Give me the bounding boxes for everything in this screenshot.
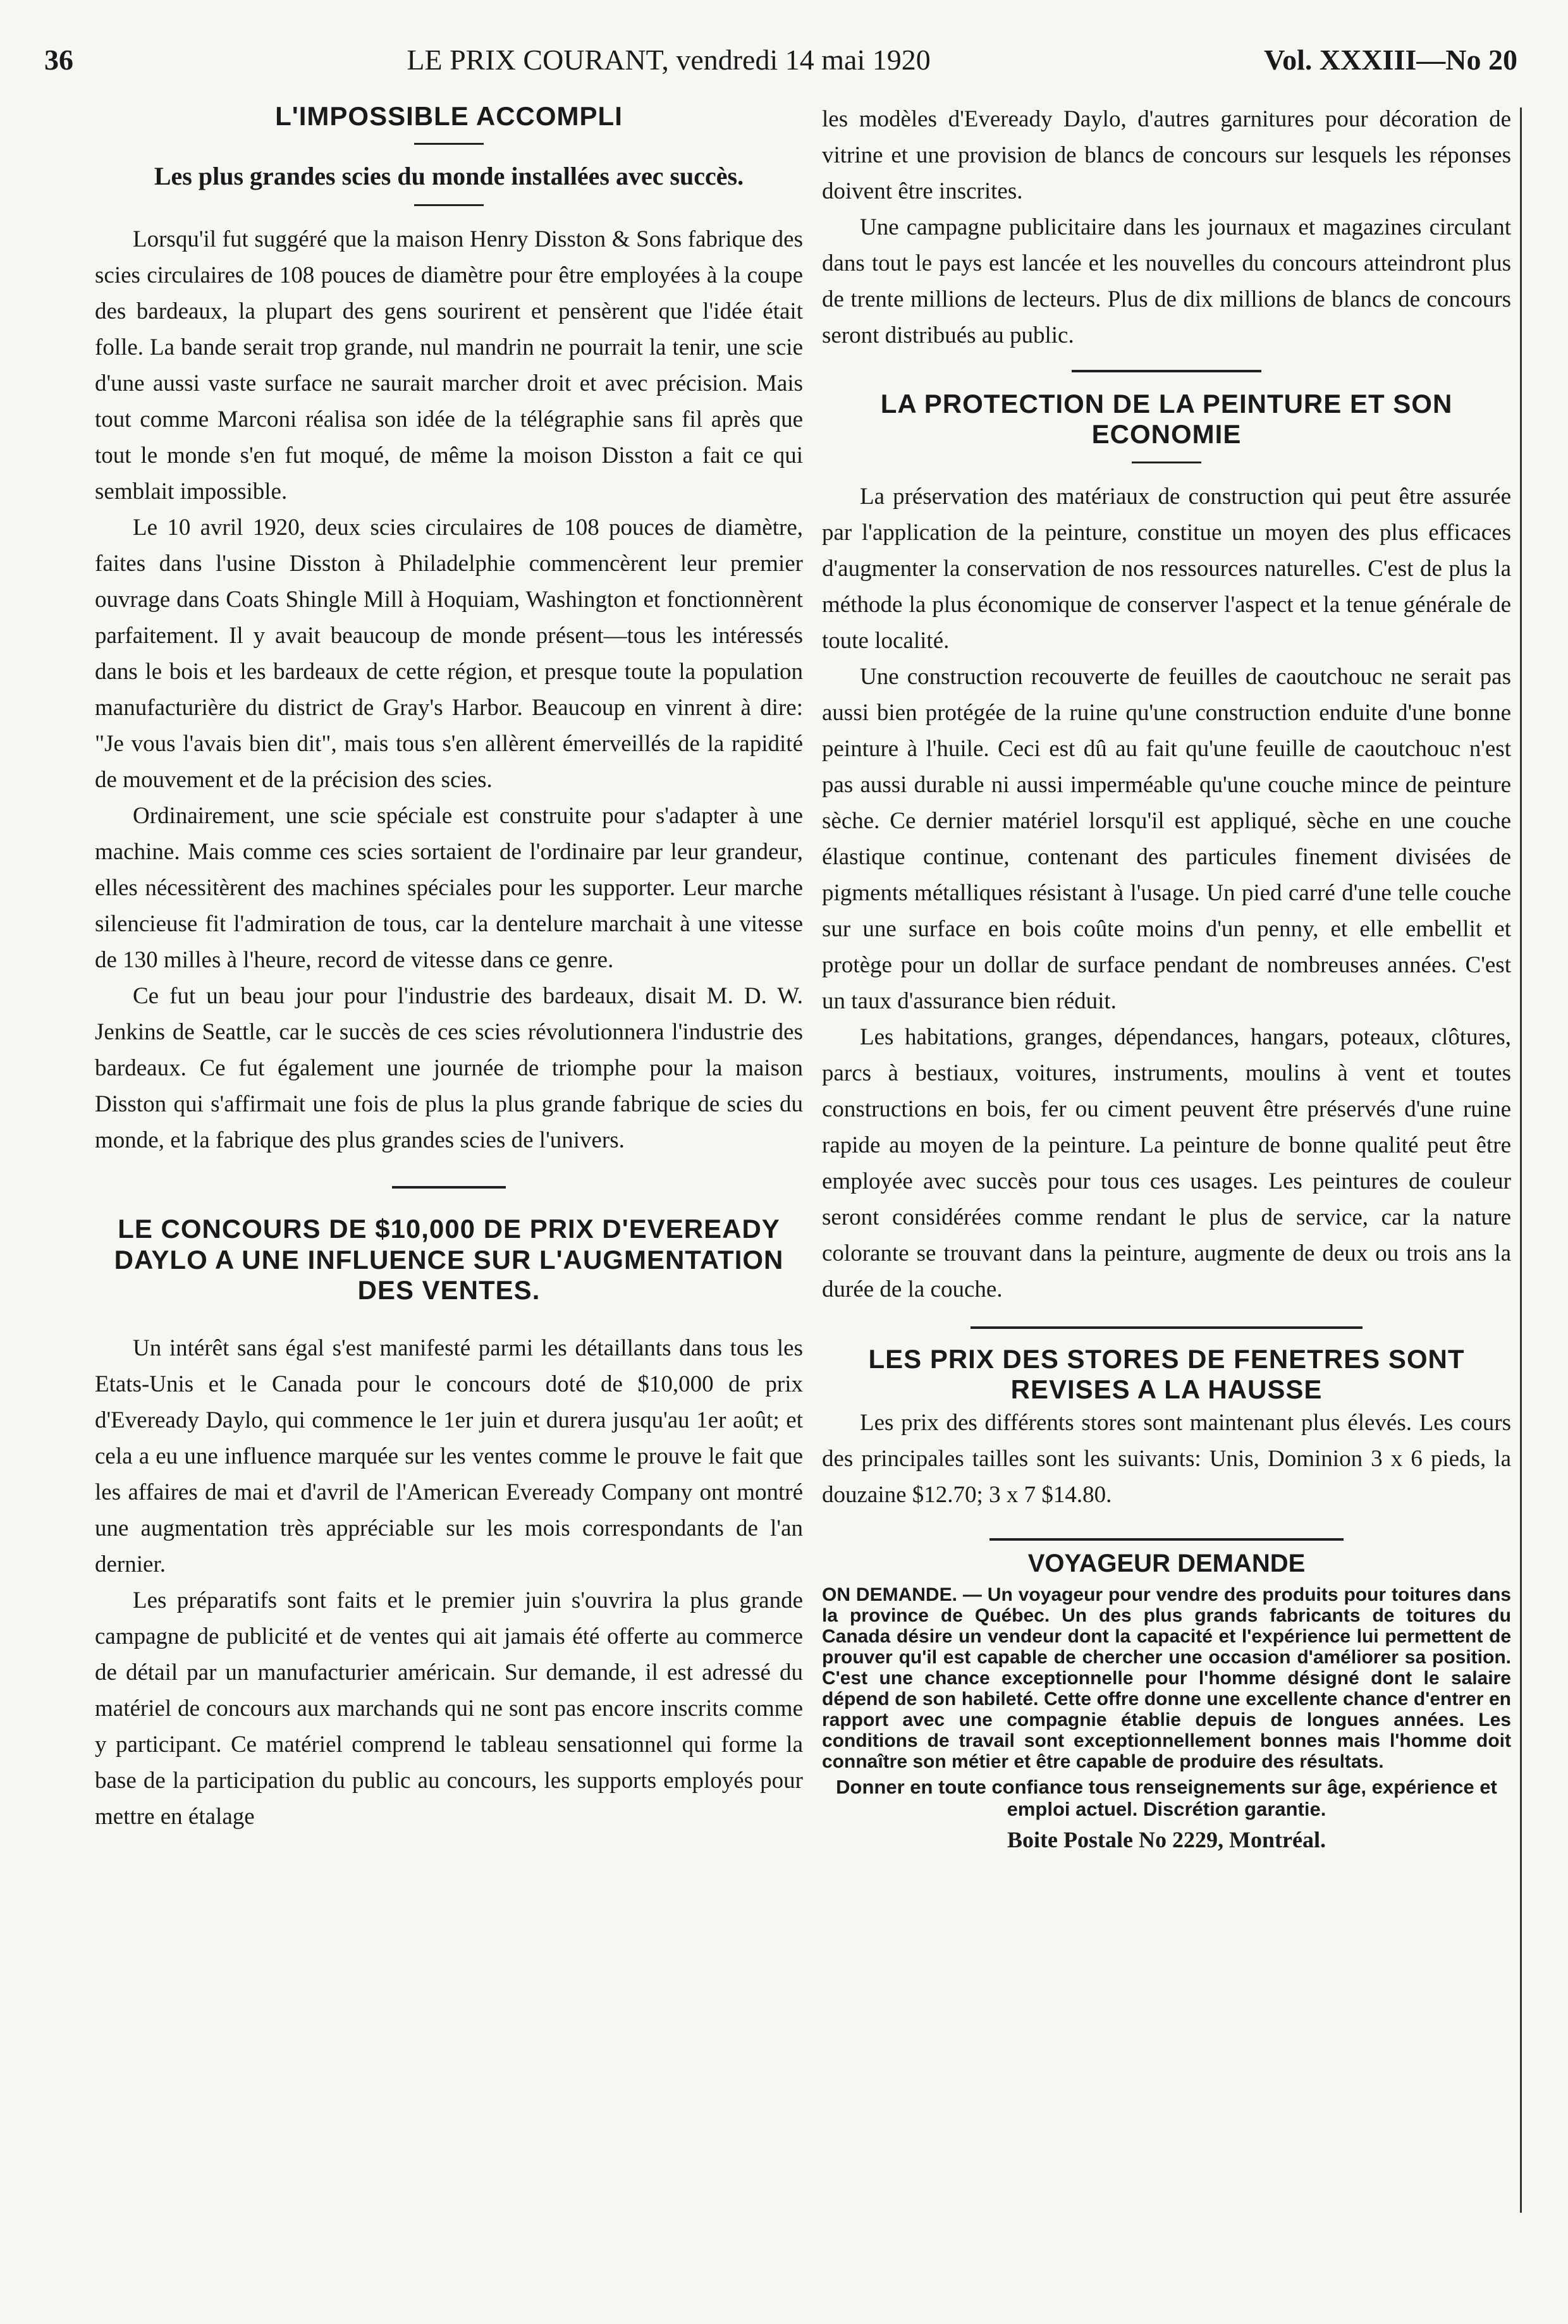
volume-number: Vol. XXXIII—No 20 bbox=[1264, 44, 1517, 76]
article-title-peinture: LA PROTECTION DE LA PEINTURE ET SON ECONOMIE bbox=[880, 389, 1453, 450]
divider bbox=[414, 204, 484, 206]
newspaper-title: LE PRIX COURANT, vendredi 14 mai 1920 bbox=[407, 44, 931, 76]
divider bbox=[971, 1326, 1363, 1329]
article-subtitle-scies: Les plus grandes scies du monde installées avec succès. bbox=[154, 162, 744, 191]
paragraph: Les préparatifs sont faits et le premier juin s'ouvrira la plus grande campagne de publicité et de ventes qui ait jamais été offerte au commerce de détail par un manufacturier américain. Sur demande, il est adressé du matériel de concours aux marchands qui ne sont pas encore inscrits comme y participant. Ce matériel comprend le tableau sensationnel qui forme la base de la participation du public au concours, les supports employés pour mettre en étalage bbox=[95, 1587, 803, 1830]
paragraph: Ordinairement, une scie spéciale est construite pour s'adapter à une machine. Mais comme ces scies sortaient de l'ordinaire par leur grandeur, elles nécessitèrent des machines spéciales pour les supporter. Leur marche silencieuse fit l'admiration de tous, car la dentelure marchait à une vitesse de 130 milles à l'heure, record de vitesse dans ce genre. bbox=[95, 803, 803, 974]
paragraph-continued: les modèles d'Eveready Daylo, d'autres garnitures pour décoration de vitrine et une provision de blancs de concours sur lesquels les réponses doivent être inscrites. bbox=[822, 106, 1511, 204]
paragraph: Une campagne publicitaire dans les journaux et magazines circulant dans tout le pays est lancée et les nouvelles du concours atteindront plus de trente millions de lecteurs. Plus de dix millions de blancs de concours seront distribués au public. bbox=[822, 214, 1511, 348]
paragraph: Un intérêt sans égal s'est manifesté parmi les détaillants dans tous les Etats-Unis et le Canada pour le concours doté de $10,000 de prix d'Eveready Daylo, qui commence le 1er juin et durera jusqu'au 1er août; et cela a eu une influence marquée sur les ventes comme le prouve le fait que les affaires de mai et d'avril de l'American Eveready Company ont montré une augmentation très appréciable sur les mois correspondants de l'an dernier. bbox=[95, 1335, 803, 1578]
classified-ad bbox=[822, 1550, 1511, 1853]
paragraph: Lorsqu'il fut suggéré que la maison Henry Disston & Sons fabrique des scies circulaires de 108 pouces de diamètre pour être employées à la coupe des bardeaux, la plupart des gens sourirent et pensèrent que l'idée était folle. La bande serait trop grande, nul mandrin ne pourrait la tenir, une scie d'une aussi vaste surface ne saurait marcher droit et avec précision. Mais tout comme Marconi réalisa son idée de la télégraphie sans fil après que tout le monde s'en fut moqué, de même la moison Disston a fait ce qui semblait impossible. bbox=[95, 226, 803, 505]
ad-body: ON DEMANDE. — Un voyageur pour vendre des produits pour toitures dans la province de Québec. Un des plus grands fabricants de toitures du Canada désire un vendeur dont la capacité et l'expérience lui permettent de prouver qu'il est capable de chercher une occasion d'améliorer sa position. C'est une chance exceptionnelle pour l'homme désigné dont le salaire dépend de son habileté. Cette offre donne une excellente chance d'entrer en rapport avec une compagnie établie depuis de longues années. Les conditions de travail sont exceptionnellement bonnes mais l'homme doit connaître son métier et être capable de produire des résultats. bbox=[822, 1584, 1511, 1773]
divider bbox=[1072, 370, 1261, 372]
article-title-concours: LE CONCOURS DE $10,000 DE PRIX D'EVEREADY DAYLO A UNE INFLUENCE SUR L'AUGMENTATION DES VENTES. bbox=[114, 1214, 784, 1305]
article-title-stores: LES PRIX DES STORES DE FENETRES SONT REVISES A LA HAUSSE bbox=[868, 1343, 1465, 1404]
page-number: 36 bbox=[44, 44, 73, 76]
left-column bbox=[95, 101, 803, 1835]
ad-closing: Donner en toute confiance tous renseignements sur âge, expérience et emploi actuel. Discrétion garantie. bbox=[836, 1776, 1497, 1821]
paragraph: Une construction recouverte de feuilles de caoutchouc ne serait pas aussi bien protégée de la ruine qu'une construction enduite d'une bonne peinture à l'huile. Ceci est dû au fait qu'une feuille de caoutchouc n'est pas aussi durable ni aussi imperméable qu'une couche mince de peinture sèche. Ce dernier matériel lorsqu'il est appliqué, sèche en une couche élastique continue, contenant des particules finement divisées de pigments métalliques résistant à l'usage. Un pied carré d'une telle couche sur une surface en bois coûte moins d'un penny, et elle embellit et protège pour un dollar de surface pendant de nombreuses années. C'est un taux d'assurance bien réduit. bbox=[822, 663, 1511, 1014]
paragraph: Le 10 avril 1920, deux scies circulaires de 108 pouces de diamètre, faites dans l'usine Disston à Philadelphie commencèrent leur premier ouvrage dans Coats Shingle Mill à Hoquiam, Washington et fonctionnèrent parfaitement. Il y avait beaucoup de monde présent—tous les intéressés dans le bois et les bardeaux de cette région, et presque toute la population manufacturière du district de Gray's Harbor. Beaucoup en vinrent à dire: "Je vous l'avais bien dit", mais tous s'en allèrent émerveillés de la rapidité de mouvement et de la précision des scies. bbox=[95, 515, 803, 793]
divider bbox=[989, 1538, 1344, 1541]
ad-postal-box: Boite Postale No 2229, Montréal. bbox=[1007, 1827, 1326, 1853]
paragraph: La préservation des matériaux de construction qui peut être assurée par l'application de la peinture, constitue un moyen des plus efficaces d'augmenter la conservation de nos ressources naturelles. C'est de plus la méthode la plus économique de conserver l'aspect et la tenue générale de toute localité. bbox=[822, 483, 1511, 654]
divider bbox=[414, 143, 484, 145]
divider bbox=[392, 1186, 506, 1189]
paragraph: Ce fut un beau jour pour l'industrie des bardeaux, disait M. D. W. Jenkins de Seattle, car le succès de ces scies révolutionnera l'industrie des bardeaux. Ce fut également une journée de triomphe pour la maison Disston qui s'affirmait une fois de plus la plus grande fabrique de scies du monde, et la fabrique des plus grandes scies de l'univers. bbox=[95, 983, 803, 1154]
article-title-impossible: L'IMPOSSIBLE ACCOMPLI bbox=[275, 101, 623, 131]
right-border-rule bbox=[1520, 107, 1522, 2213]
ad-title: VOYAGEUR DEMANDE bbox=[1027, 1550, 1306, 1578]
paragraph: Les prix des différents stores sont maintenant plus élevés. Les cours des principales tailles sont les suivants: Unis, Dominion 3 x 6 pieds, la douzaine $12.70; 3 x 7 $14.80. bbox=[822, 1410, 1511, 1508]
divider bbox=[1132, 462, 1201, 463]
right-column bbox=[822, 101, 1511, 1853]
page-header bbox=[44, 43, 1517, 87]
paragraph: Les habitations, granges, dépendances, hangars, poteaux, clôtures, parcs à bestiaux, voitures, instruments, moulins à vent et toutes constructions en bois, fer ou ciment peuvent être préservés d'une ruine rapide au moyen de la peinture. La peinture de bonne qualité peut être employée avec succès pour tous ces usages. Les peintures de couleur seront considérées comme rendant le plus de service, car la nature colorante se trouvant dans la peinture, augmente de deux ou trois ans la durée de la couche. bbox=[822, 1024, 1511, 1302]
